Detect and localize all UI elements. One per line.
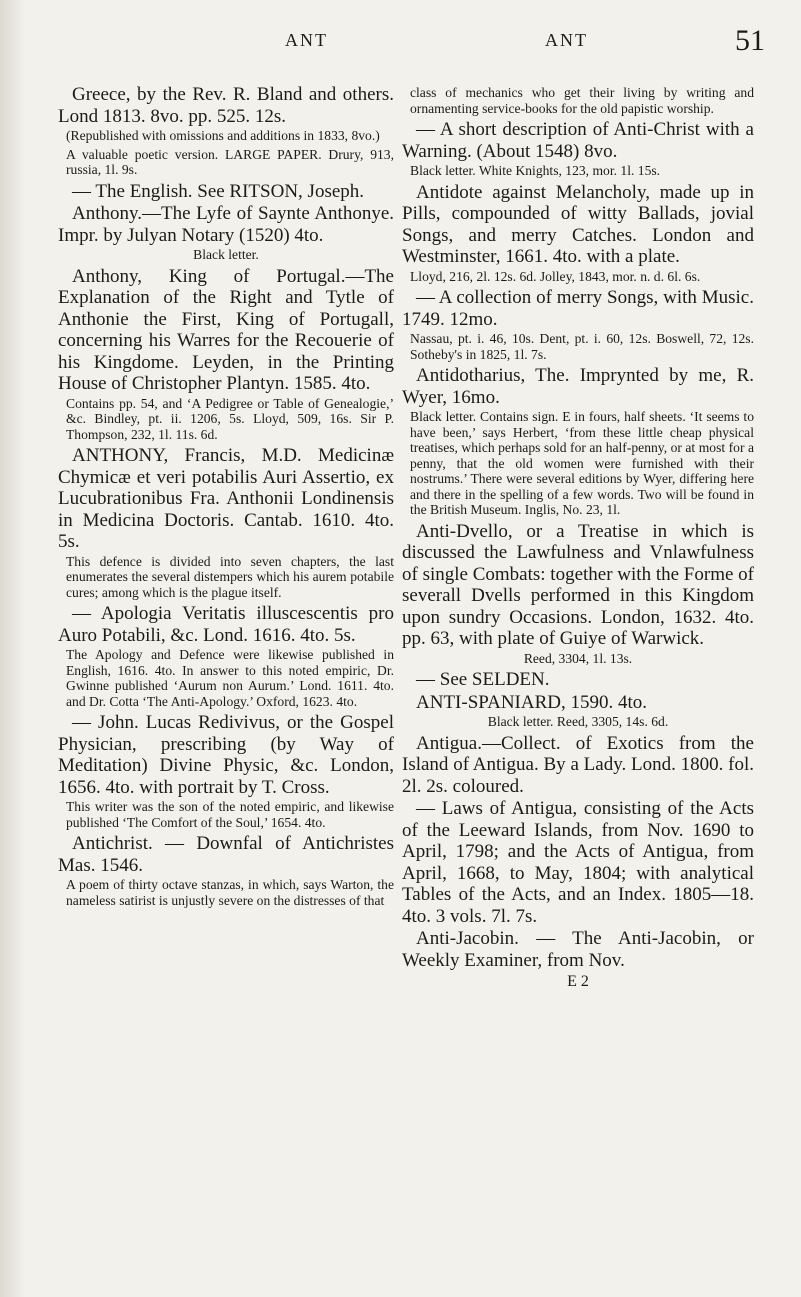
catalogue-entry: Anti-Jacobin. — The Anti-Jacobin, or Weekly Examiner, from Nov. xyxy=(402,928,754,971)
entry-note: class of mechanics who get their living by writing and ornamenting service-books for the old papistic worship. xyxy=(410,85,754,116)
catalogue-entry: Greece, by the Rev. R. Bland and others. Lond 1813. 8vo. pp. 525. 12s. xyxy=(58,84,394,127)
entry-note: This defence is divided into seven chapters, the last enumerates the several distempers which his aurem potabile cures; among which is the plague itself. xyxy=(66,553,394,600)
catalogue-entry: Antidote against Melancholy, made up in Pills, compounded of witty Ballads, jovial Songs, and merry Catches. London and Westminster, 1661. 4to. with a plate. xyxy=(402,181,754,267)
entry-note: A poem of thirty octave stanzas, in which, says Warton, the nameless satirist is unjustly severe on the distresses of that xyxy=(66,877,394,908)
catalogue-entry: ANTHONY, Francis, M.D. Medicinæ Chymicæ et veri potabilis Auri Assertio, ex Lucubrationibus Fra. Anthonii Londinensis in Medicina Doctoris. Cantab. 1610. 4to. 5s. xyxy=(58,445,394,552)
catalogue-entry: Anthony.—The Lyfe of Saynte Anthonye. Impr. by Julyan Notary (1520) 4to. xyxy=(58,203,394,246)
running-head xyxy=(60,22,771,62)
catalogue-entry: — John. Lucas Redivivus, or the Gospel Physician, prescribing (by Way of Meditation) Divine Physic, &c. London, 1656. 4to. with portrait by T. Cross. xyxy=(58,712,394,798)
catalogue-entry: — See SELDEN. xyxy=(416,669,550,690)
catalogue-entry: Antigua.—Collect. of Exotics from the Island of Antigua. By a Lady. Lond. 1800. fol. 2l. 2s. coloured. xyxy=(402,732,754,797)
catalogue-entry: — A collection of merry Songs, with Music. 1749. 12mo. xyxy=(402,287,754,330)
entry-note: Black letter. Contains sign. E in fours, half sheets. ‘It seems to have been,’ says Herbert, ‘from these little cheap physical treatises, which perhaps sold for an half-penny, or at most for a penny, that the old women were furnished with their nostrums.’ There were several editions by Wyer, differing here and there in the spelling of a few words. Two will be found in the British Museum. Inglis, No. 23, 1l. xyxy=(410,409,754,517)
catalogue-entry: — A short description of Anti-Christ with a Warning. (About 1548) 8vo. xyxy=(402,119,754,162)
entry-note: A valuable poetic version. LARGE PAPER. Drury, 913, russia, 1l. 9s. xyxy=(66,146,394,177)
catalogue-entry: Antidotharius, The. Imprynted by me, R. Wyer, 16mo. xyxy=(402,365,754,408)
running-head-left: ANT xyxy=(285,30,328,50)
running-head-right: ANT xyxy=(545,30,588,50)
entry-note: Black letter. xyxy=(193,247,259,262)
entry-note: Reed, 3304, 1l. 13s. xyxy=(523,650,633,666)
entry-note: Nassau, pt. i. 46, 10s. Dent, pt. i. 60, 12s. Boswell, 72, 12s. Sotheby's in 1825, 1l. 7s. xyxy=(410,331,754,362)
catalogue-entry: Anti-Dvello, or a Treatise in which is discussed the Lawfulness and Vnlawfulness of single Combats: together with the Forme of severall Dvells performed in this Kingdom upon sundry Occasions. London, 1632. 4to. pp. 63, with plate of Guiye of Warwick. xyxy=(402,520,754,649)
catalogue-entry: ANTI-SPANIARD, 1590. 4to. xyxy=(416,691,648,713)
catalogue-entry: — Laws of Antigua, consisting of the Acts of the Leeward Islands, from Nov. 1690 to April, 1798; and the Acts of Antigua, from April, 1668, to May, 1804; with analytical Tables of the Acts, and an Index. 1805—18. 4to. 3 vols. 7l. 7s. xyxy=(402,798,754,927)
entry-note: Lloyd, 216, 2l. 12s. 6d. Jolley, 1843, mor. n. d. 6l. 6s. xyxy=(410,268,701,284)
entry-note: (Republished with omissions and additions in 1833, 8vo.) xyxy=(66,128,380,143)
catalogue-entry: Antichrist. — Downfal of Antichristes Mas. 1546. xyxy=(58,833,394,876)
catalogue-entry: Anthony, King of Portugal.—The Explanation of the Right and Tytle of Anthonie the First, King of Portugall, concerning his Warres for the Recouerie of his Kingdome. Leyden, in the Printing House of Christopher Plantyn. 1585. 4to. xyxy=(58,265,394,394)
left-column xyxy=(58,84,394,1257)
right-column xyxy=(402,84,754,1257)
entry-note: This writer was the son of the noted empiric, and likewise published ‘The Comfort of the Soul,’ 1654. 4to. xyxy=(66,799,394,830)
entry-note: The Apology and Defence were likewise published in English, 1616. 4to. In answer to this noted empiric, Dr. Gwinne published ‘Aurum non Aurum.’ Lond. 1611. 4to. and Dr. Cotta ‘The Anti-Apology.’ Oxford, 1623. 4to. xyxy=(66,647,394,709)
entry-note: Contains pp. 54, and ‘A Pedigree or Table of Genealogie,’ &c. Bindley, pt. ii. 1206, 5s. Lloyd, 509, 16s. Sir P. Thompson, 232, 1l. 11s. 6d. xyxy=(66,395,394,442)
entry-note: Black letter. Reed, 3305, 14s. 6d. xyxy=(487,714,669,729)
catalogue-entry: — The English. See RITSON, Joseph. xyxy=(72,180,365,202)
catalogue-entry: — Apologia Veritatis illuscescentis pro Auro Potabili, &c. Lond. 1616. 4to. 5s. xyxy=(58,603,394,646)
signature-mark: E 2 xyxy=(567,973,589,990)
entry-note: Black letter. White Knights, 123, mor. 1l. 15s. xyxy=(410,163,661,178)
page-number: 51 xyxy=(735,24,765,57)
page-gutter-shadow xyxy=(0,0,26,1297)
